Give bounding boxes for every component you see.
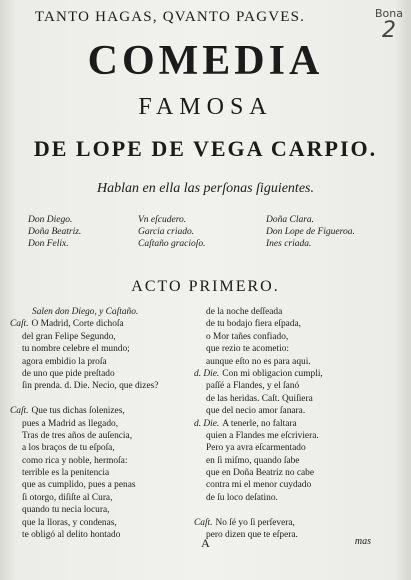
title-famosa: FAMOSA (138, 94, 273, 120)
cast-entry: Don Diego. (28, 215, 73, 225)
verse-line: agora embidio la proſa (22, 356, 107, 367)
cast-entry: Doña Clara. (266, 215, 315, 225)
verse-line: que en Doña Beatriz no cabe (206, 468, 315, 479)
title-author: DE LOPE DE VEGA CARPIO. (33, 136, 378, 161)
verse-line: a los braços de tu eſpoſa, (22, 443, 115, 454)
verse-line (194, 504, 399, 516)
annotation-word: Bona (375, 7, 403, 20)
verse-line: Tras de tres años de auſencia, (22, 430, 133, 441)
verse-line: como rica y noble, hermoſa: (22, 455, 128, 466)
cast-heading: Hablan en ella las perſonas ſiguientes. (97, 181, 314, 196)
verse-line: d. Die. Con mi obligacion cumpli, (194, 368, 323, 379)
stage-direction: Salen don Diego, y Caſtaño. (32, 307, 139, 317)
verse-line: Caſt. O Madrid, Corte dichoſa (10, 319, 124, 330)
verse-line: de las heridas. Caſt. Quiſiera (206, 393, 313, 404)
verse-line: que as cumplido, pues a penas (22, 480, 136, 491)
verse-line: del gran Felipe Segundo, (22, 331, 116, 342)
verse-line: que rezio te acometio: (206, 344, 290, 355)
cast-list (28, 215, 398, 249)
text-column-right (194, 306, 399, 541)
cast-entry: Don Felix. (28, 239, 69, 249)
verse-line: que del necio amor ſanara. (206, 406, 306, 417)
verse-line: de ſu loco deſatino. (206, 492, 278, 503)
cast-entry: Garcia criado. (138, 227, 195, 237)
verse-line: de tu bodajo fiera eſpada, (206, 319, 302, 330)
cast-entry: Caſtaño gracioſo. (138, 239, 206, 249)
verse-line: quando tu necia locura, (22, 505, 110, 516)
verse-line: pero dizen que te eſpera. (206, 530, 298, 541)
title-comedia: COMEDIA (87, 38, 324, 84)
verse-line: contra mi el menor cuydado (206, 480, 312, 491)
verse-line: Caſt. Que tus dichas ſolenizes, (10, 406, 125, 417)
speaker-label: Caſt. (194, 517, 213, 528)
verse-line: que la lloras, y condenas, (22, 517, 117, 528)
verse-line: pues a Madrid as llegado, (22, 418, 119, 429)
speaker-label: d. Die. (194, 368, 220, 379)
act-title: ACTO PRIMERO. (131, 278, 280, 295)
speaker-label: Caſt. (10, 406, 29, 417)
verse-line: terrible es la penitencia (22, 468, 110, 479)
verse-line: quien a Flandes me eſcriviera. (206, 430, 319, 441)
verse-line: aunque eſto no es para aqui. (206, 356, 311, 367)
text-column-left (10, 306, 190, 554)
verse-line: de la noche deſſeada (206, 307, 283, 317)
verse-line: tu nombre celebre el mundo; (22, 344, 130, 355)
speaker-label: Caſt. (10, 319, 29, 330)
signature-mark: A (201, 536, 210, 550)
cast-entry: Ines criada. (266, 239, 312, 249)
verse-line: o Mor tañes confiado, (206, 331, 289, 342)
cast-entry: Vn eſcudero. (138, 215, 187, 225)
verse-line: Caſt. No ſé yo ſi perſevera, (194, 517, 295, 528)
cast-entry: Doña Beatriz. (28, 227, 82, 237)
verse-line: en ſi miſmo, quando ſabe (206, 455, 300, 466)
verse-line (10, 393, 190, 405)
verse-line: ſin prenda. d. Die. Necio, que dizes? (22, 381, 159, 392)
verse-line: d. Die. A tenerle, no faltara (194, 418, 297, 429)
verse-line: te obligó al delito hontado (22, 530, 121, 541)
handwritten-annotation (373, 8, 405, 42)
verse-line: Pero ya avra eſcarmentado (206, 443, 306, 454)
annotation-number: 2 (382, 18, 396, 43)
catchword: mas (354, 536, 371, 547)
running-title: TANTO HAGAS, QVANTO PAGVES. (34, 9, 306, 25)
cast-entry: Don Lope de Figueroa. (266, 227, 355, 237)
verse-line: ſi otorgo, diſiſte al Cura, (22, 492, 113, 503)
speaker-label: d. Die. (194, 418, 220, 429)
verse-line: de uno que pide preſtado (22, 368, 115, 379)
verse-line: paſſé a Flandes, y el ſanó (206, 381, 300, 392)
